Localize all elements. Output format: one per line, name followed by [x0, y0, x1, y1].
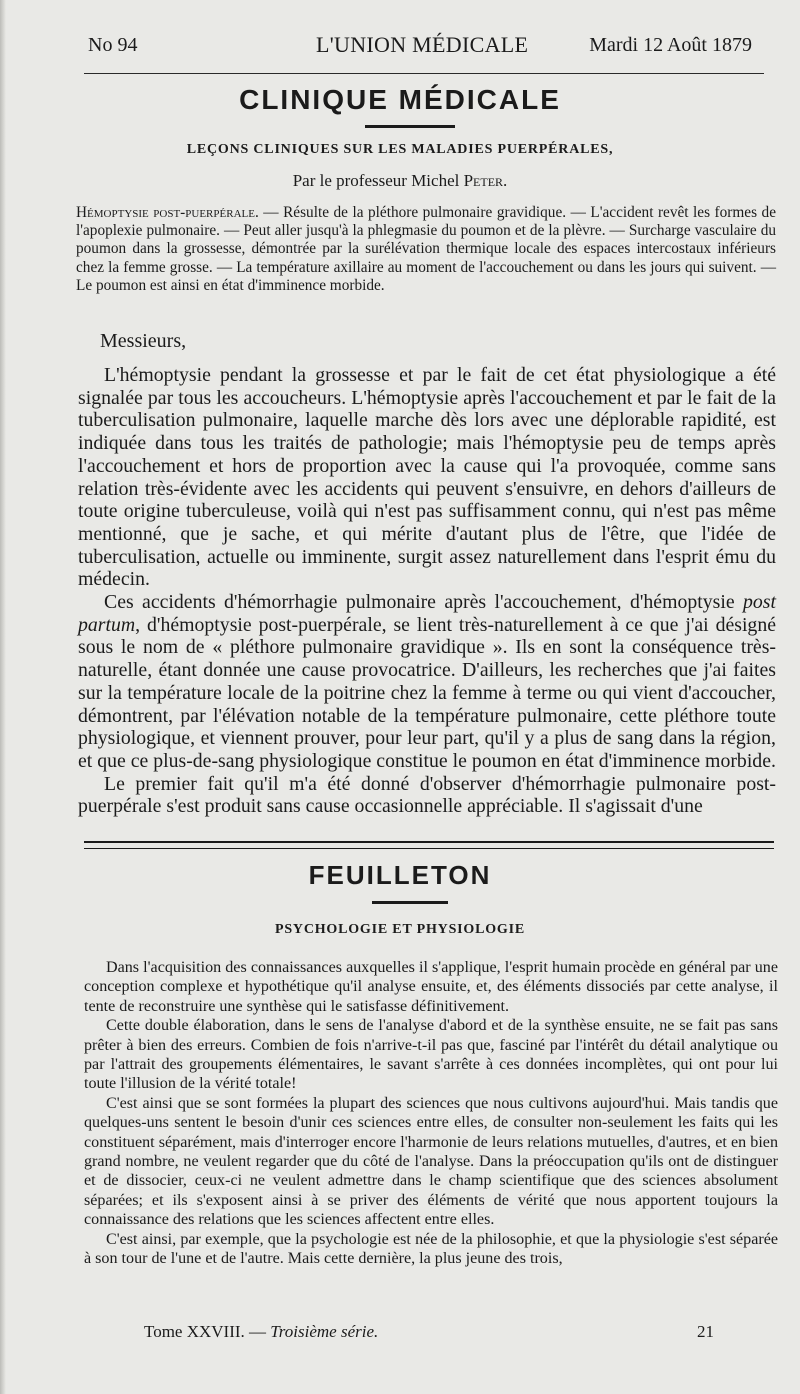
paragraph-text: , d'hémoptysie post-puerpérale, se lient très-naturellement à ce que j'ai désigné sous le nom de « pléthore pulmonaire gravidique ». Ils en sont la conséquence très-naturelle, étant donnée une cause provocatrice. D'ailleurs, les recherches que j'ai faites sur la température locale de la poitrine chez la femme à terme ou qui vient d'accoucher, démontrent, par l'élévation notable de la température pulmonaire, cette pléthore toute physiologique, et viennent prouver, pour leur part, qu'il y a plus de sang dans la région, et que ce plus-de-sang physiologique constitue le poumon en état d'imminence morbide. [78, 613, 776, 772]
section-divider [84, 841, 774, 849]
feuilleton-title: FEUILLETON [308, 860, 492, 890]
lecture-summary [76, 204, 776, 295]
series-label: Troisième série. [270, 1322, 379, 1341]
byline [0, 171, 800, 191]
running-head [88, 28, 752, 64]
feuilleton-paragraph: Dans l'acquisition des connaissances auxquelles il s'applique, l'esprit humain procède en général par une conception complexe et hypothétique qu'il analyse ensuite, et, des éléments dissociés par cette analyse, il tente de reconstruire une synthèse qui le satisfasse définitivement. [84, 959, 778, 1015]
summary-lead: Hémoptysie post-puerpérale. [76, 204, 259, 221]
latin-term: post partum [78, 591, 776, 636]
lecture-paragraph [78, 591, 776, 773]
feuilleton-rule [372, 901, 448, 904]
issue-date: Mardi 12 Août 1879 [589, 34, 752, 56]
volume-label: Tome XXVIII. — [144, 1322, 267, 1341]
section-subtitle: LEÇONS CLINIQUES SUR LES MALADIES PUERPÉRALES, [186, 142, 614, 157]
byline-prefix: Par le professeur Michel [292, 171, 460, 190]
paragraph-text: Ces accidents d'hémorrhagie pulmonaire après l'accouchement, d'hémoptysie [104, 591, 744, 614]
page-footer [144, 1322, 714, 1344]
title-rule [365, 125, 455, 128]
feuilleton-paragraph: Cette double élaboration, dans le sens de l'analyse d'abord et de la synthèse ensuite, ne se fait pas sans prêter à bien des erreurs. Combien de fois n'arrive-t-il pas que, fasciné par l'intérêt du détail analytique ou par l'attrait des groupements élémentaires, le savant s'arrête à ces données incomplètes, qui ont pour lui toute l'illusion de la vérité totale! [84, 1017, 778, 1093]
summary-text: — Résulte de la pléthore pulmonaire gravidique. — L'accident revêt les formes de l'apoplexie pulmonaire. — Peut aller jusqu'à la phlegmasie du poumon et de la plèvre. — Surcharge vasculaire du poumon dans la grossesse, démontrée par la surélévation thermique locale des espaces intercostaux inférieurs chez la femme grosse. — La température axillaire au moment de l'accouchement ou dans les jours qui suivent. — Le poumon est ainsi en état d'imminence morbide. [76, 204, 776, 294]
page-number: 21 [697, 1322, 714, 1341]
greeting: Messieurs, [100, 330, 187, 352]
volume-info [144, 1322, 378, 1342]
feuilleton-subtitle: PSYCHOLOGIE ET PHYSIOLOGIE [274, 922, 526, 937]
feuilleton-paragraph: C'est ainsi, par exemple, que la psychologie est née de la philosophie, et que la physiologie s'est séparée à son tour de l'une et de l'autre. Mais cette dernière, la plus jeune des trois, [84, 1230, 778, 1268]
lecture-paragraph: L'hémoptysie pendant la grossesse et par le fait de cet état physiologique a été signalée par tous les accoucheurs. L'hémoptysie après l'accouchement et par le fait de la tuberculisation pulmonaire, laquelle marche dès lors avec une déplorable rapidité, est indiquée dans tous les traités de pathologie; mais l'hémoptysie peu de temps après l'accouchement et hors de proportion avec la cause qui l'a provoquée, comme sans relation très-évidente avec les accidents qui peuvent s'ensuivre, en dehors d'ailleurs de toute origine tuberculeuse, voilà qui n'est pas suffisamment connu, qui n'est pas même mentionné, que je sache, et qui mérite d'autant plus de l'être, que l'idée de tuberculisation, actuelle ou imminente, surgit assez naturellement dans l'esprit ému du médecin. [78, 364, 776, 591]
lecture-body [78, 364, 776, 818]
feuilleton-paragraph: C'est ainsi que se sont formées la plupart des sciences que nous cultivons aujourd'hui. Mais tandis que quelques-uns sentent le besoin d'unir ces sciences entre elles, de consulter non-seulement les faits qui les constituent séparément, mais d'interroger encore l'harmonie de leurs relations mutuelles, d'autres, et en bien grand nombre, ne veulent regarder que du côté de l'analyse. Dans la préoccupation qu'ils ont de distinguer et de dissocier, ceux-ci ne veulent admettre dans le champ scientifique que des sciences absolument séparées; et ils s'exposent ainsi à se priver des éléments de vérité que nous apportent toujours la connaissance des relations que les sciences affectent entre elles. [84, 1094, 778, 1229]
author-name: Peter. [463, 171, 508, 190]
lecture-paragraph: Le premier fait qu'il m'a été donné d'observer d'hémorrhagie pulmonaire post-puerpérale s'est produit sans cause occasionnelle appréciable. Il s'agissait d'une [78, 772, 776, 818]
header-rule [84, 73, 764, 74]
section-title: CLINIQUE MÉDICALE [239, 84, 561, 115]
issue-number: No 94 [88, 34, 138, 56]
journal-title: L'UNION MÉDICALE [316, 32, 529, 57]
feuilleton-body [84, 958, 778, 1269]
page-edge-shadow [0, 0, 6, 1394]
